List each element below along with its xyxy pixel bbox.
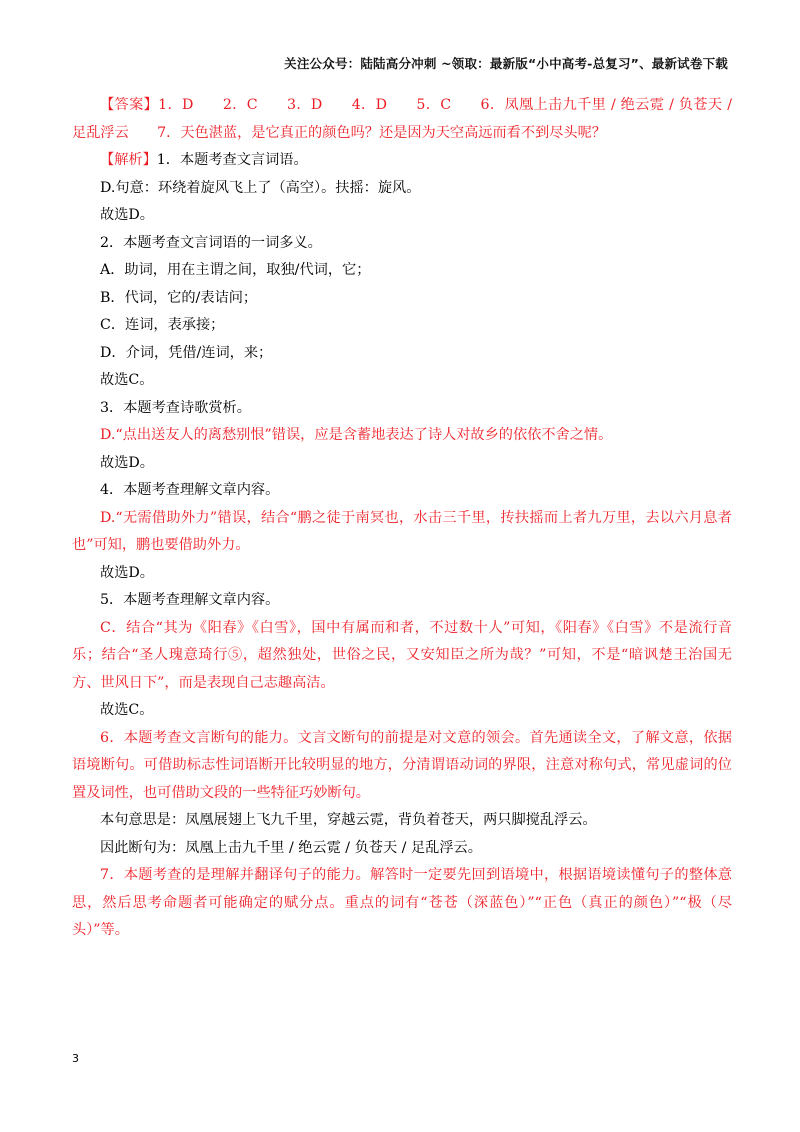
page-header: 关注公众号：陆陆高分冲刺 ~领取：最新版“小中高考-总复习”、最新试卷下载	[284, 56, 728, 71]
analysis-paragraph: D.“点出送友人的离愁别恨”错误，应是含蓄地表达了诗人对故乡的依依不舍之情。	[100, 427, 613, 443]
analysis-paragraph: C．连词，表承接；	[100, 317, 225, 333]
analysis-paragraph: 4．本题考查理解文章内容。	[100, 482, 280, 498]
answer-tag: 【答案】	[100, 97, 159, 113]
analysis-paragraph: D.“无需借助外力”错误，结合“鹏之徒于南冥也，水击三千里，抟扶摇而上者九万里，去以六月息者也”可知，鹏也要借助外力。	[72, 509, 732, 553]
analysis-paragraph: 故选C。	[100, 372, 154, 388]
analysis-paragraph: D.句意：环绕着旋风飞上了（高空）。扶摇：旋风。	[100, 179, 421, 196]
analysis-paragraph: C．结合“其为《阳春》《白雪》，国中有属而和者，不过数十人”可知，《阳春》《白雪》不是流行音乐；结合“圣人瑰意琦行⑤，超然独处，世俗之民，又安知臣之所为哉？”可知，不是“暗讽楚王治国无方、世风日下”，而是表现自己志趣高洁。	[72, 619, 732, 691]
analysis-paragraph: 因此断句为：凤凰上击九千里 / 绝云霓 / 负苍天 / 足乱浮云。	[100, 839, 482, 856]
answer-text: 1．D 2．C 3．D 4．D 5．C 6．凤凰上击九千里 / 绝云霓 / 负苍天 / 足乱浮云 7．天色湛蓝，是它真正的颜色吗？还是因为天空高远而看不到尽头呢？	[72, 97, 732, 141]
analysis-paragraph: 5．本题考查理解文章内容。	[100, 592, 280, 608]
analysis-paragraph: 故选D。	[100, 564, 154, 581]
analysis-lines	[72, 175, 732, 945]
analysis-paragraph: 3．本题考查诗歌赏析。	[100, 399, 251, 416]
analysis-tag: 【解析】	[100, 152, 157, 168]
analysis-paragraph: 故选C。	[100, 702, 154, 718]
page-number: 3	[72, 1052, 79, 1065]
analysis-paragraph: 故选D。	[100, 207, 154, 223]
analysis-paragraph: A．助词，用在主谓之间，取独/代词，它；	[100, 262, 371, 278]
analysis-paragraph: 7．本题考查的是理解并翻译句子的能力。解答时一定要先回到语境中，根据语境读懂句子的整体意思，然后思考命题者可能确定的赋分点。重点的词有“苍苍（深蓝色）”“正色（真正的颜色）”“极（尽头）”等。	[72, 867, 732, 938]
analysis-heading	[72, 147, 732, 175]
document-body	[72, 92, 732, 945]
analysis-paragraph: 故选D。	[100, 454, 154, 471]
analysis-paragraph: D．介词，凭借/连词，来；	[100, 344, 273, 361]
analysis-paragraph: 6．本题考查文言断句的能力。文言文断句的前提是对文意的领会。首先通读全文，了解文意，依据语境断句。可借助标志性词语断开比较明显的地方，分清谓语动词的界限，注意对称句式，常见虚词的位置及词性，也可借助文段的一些特征巧妙断句。	[72, 729, 732, 801]
answer-paragraph	[72, 92, 732, 147]
analysis-paragraph: 本句意思是：凤凰展翅上飞九千里，穿越云霓，背负着苍天，两只脚搅乱浮云。	[100, 812, 597, 828]
analysis-paragraph: B．代词，它的/表诘问；	[100, 289, 258, 306]
analysis-paragraph: 2．本题考查文言词语的一词多义。	[100, 234, 322, 251]
analysis-first-line: 1．本题考查文言词语。	[156, 152, 308, 168]
